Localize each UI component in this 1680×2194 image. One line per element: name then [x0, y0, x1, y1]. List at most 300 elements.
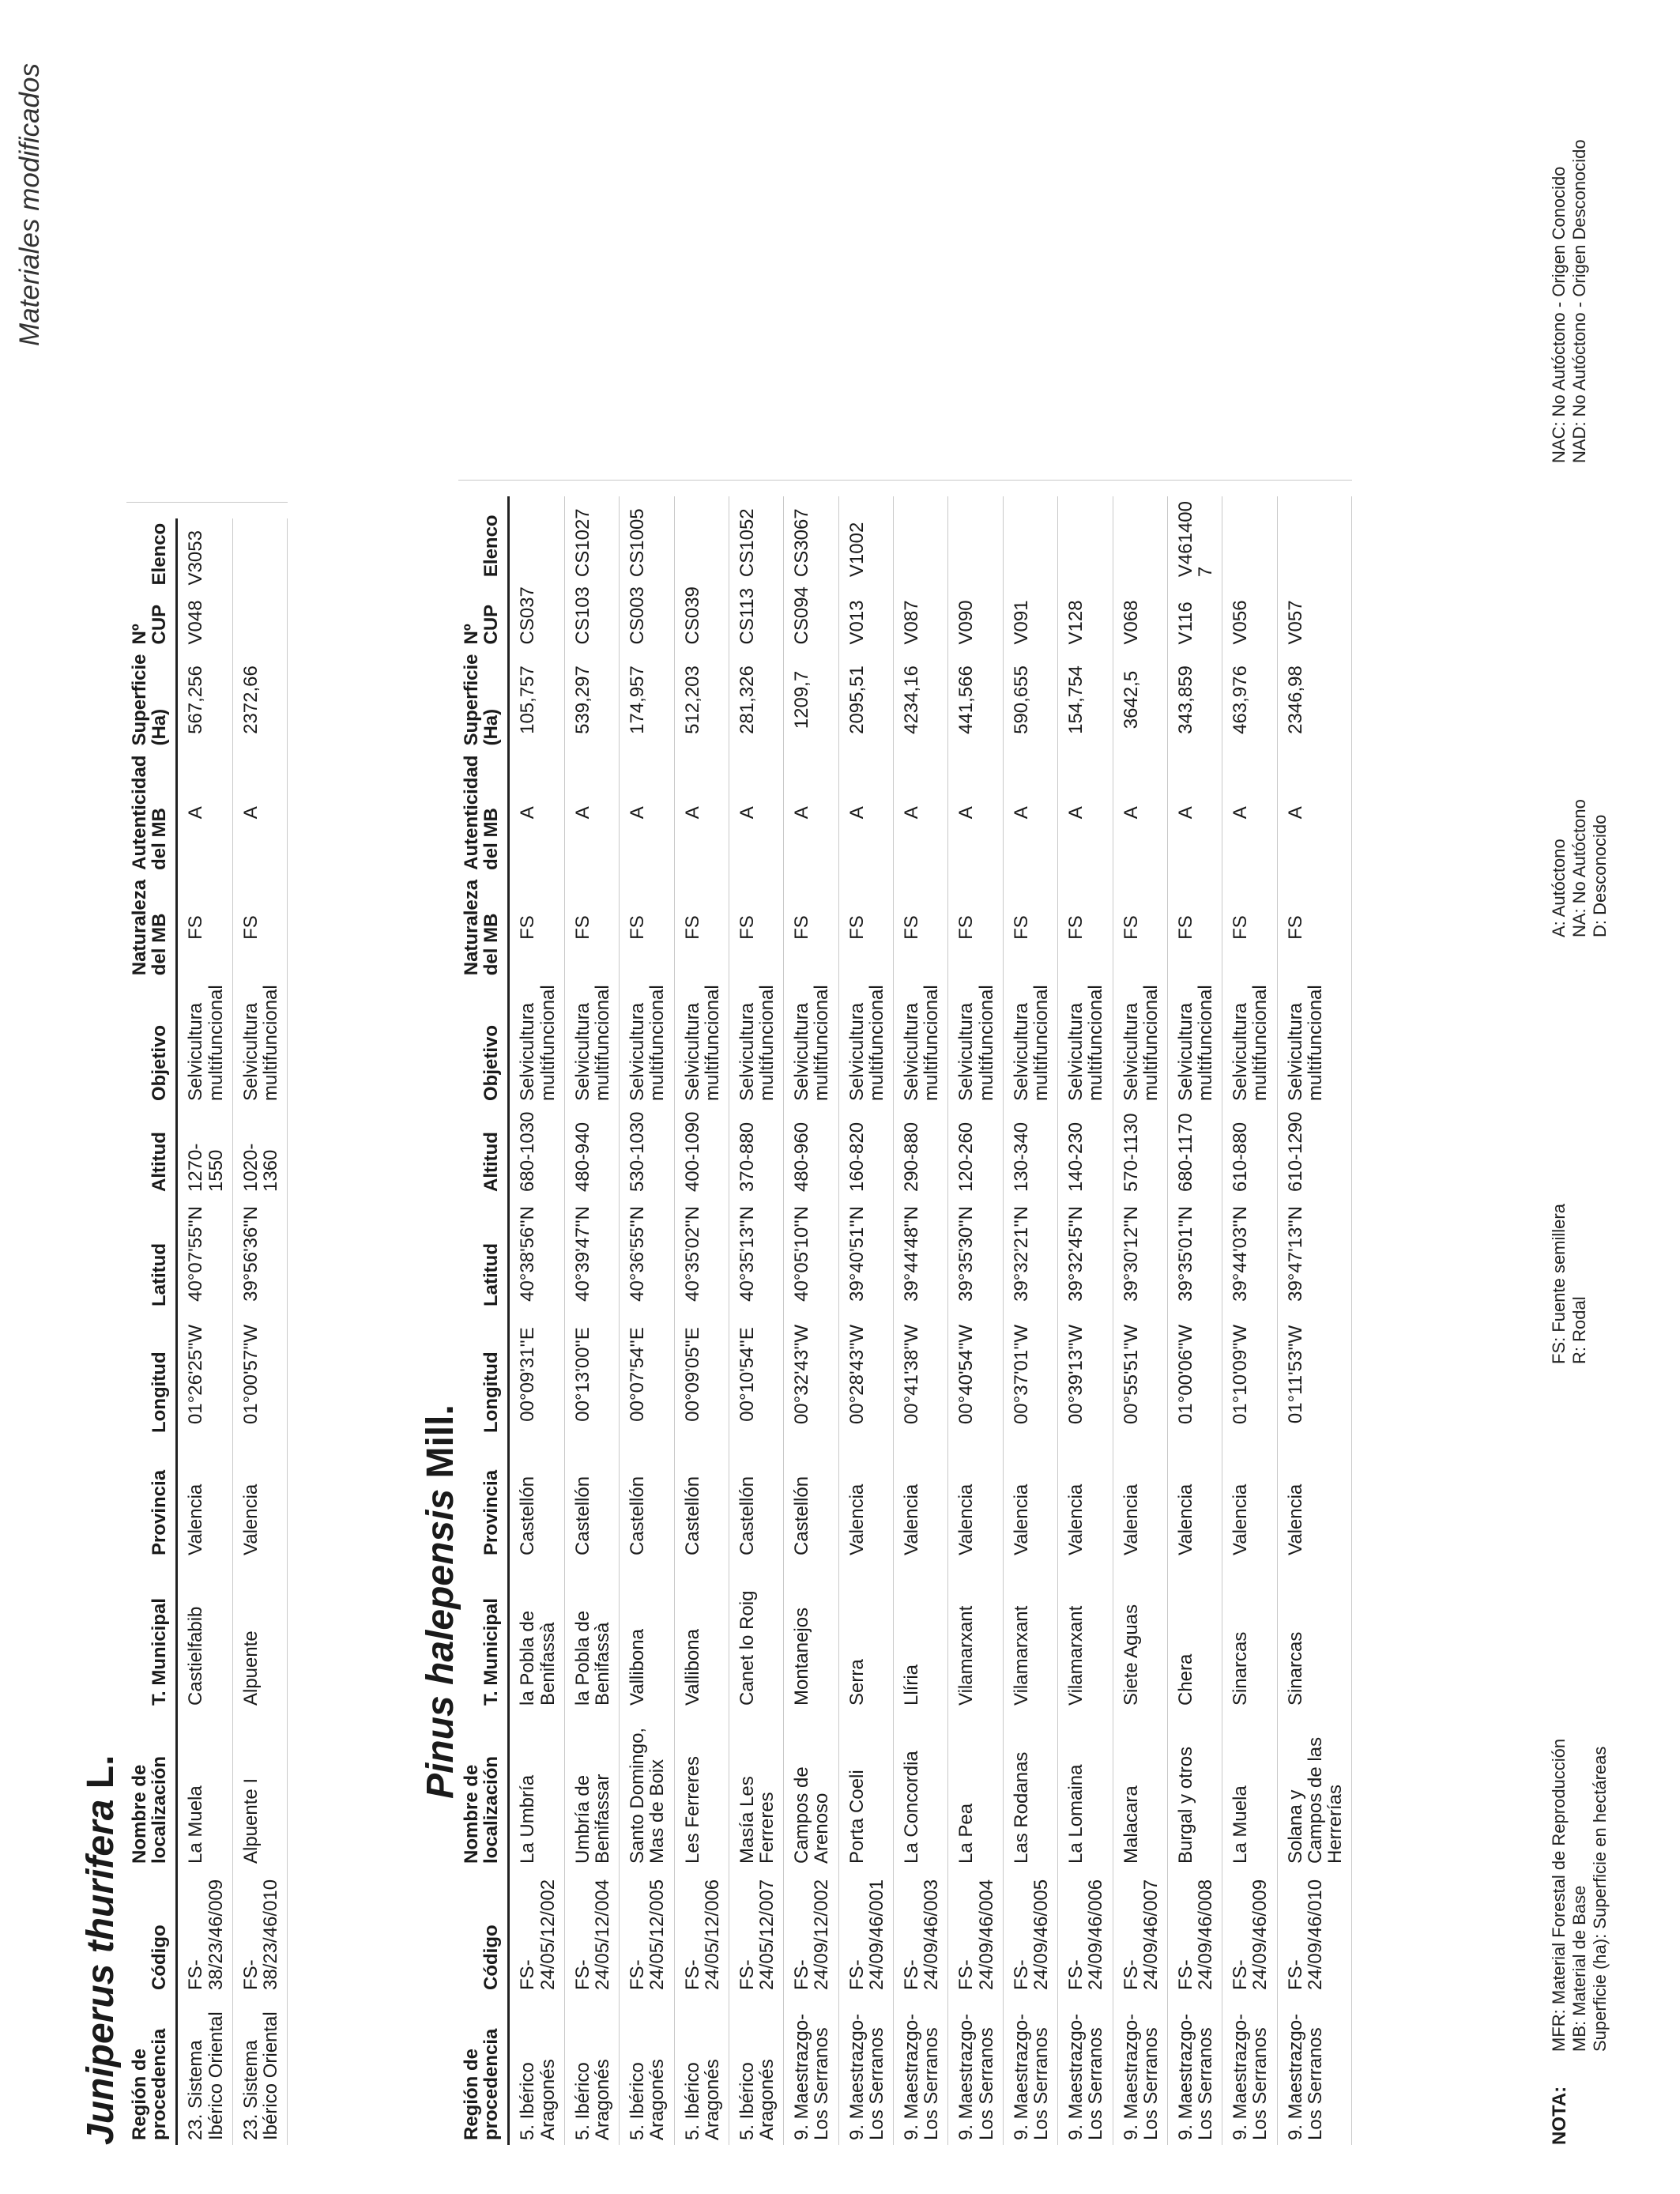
- table-cell: FS: [509, 875, 564, 980]
- table-cell: Castellón: [564, 1438, 619, 1560]
- table-cell: La Muela: [1222, 1710, 1277, 1868]
- table-row: [1222, 496, 1277, 2145]
- table-cell: Selvicultura multifuncional: [838, 980, 893, 1106]
- table-cell: [674, 496, 729, 582]
- note-line: A: Autóctono: [1549, 839, 1569, 937]
- table-cell: 40°39'47''N: [564, 1197, 619, 1311]
- table-cell: Valencia: [894, 1438, 948, 1560]
- table-cell: CS039: [674, 582, 729, 649]
- species-genus: Pinus: [420, 1695, 461, 1799]
- note-line: MFR: Material Forestal de Reproducción: [1549, 1738, 1569, 2052]
- table-cell: Selvicultura multifuncional: [784, 980, 838, 1106]
- table-cell: 39°32'45''N: [1058, 1197, 1113, 1311]
- table-cell: CS1052: [729, 496, 783, 582]
- table-cell: FS-24/09/46/007: [1113, 1868, 1167, 1995]
- table-cell: 370-880: [729, 1106, 783, 1197]
- table-cell: Selvicultura multifuncional: [1113, 980, 1167, 1106]
- table-cell: 00°10'54''E: [729, 1311, 783, 1438]
- species-author: L.: [80, 1755, 122, 1789]
- column-header: Nombre de localización: [126, 1710, 177, 1868]
- table-cell: 130-340: [1003, 1106, 1057, 1197]
- column-header: Elenco: [458, 496, 509, 582]
- table-cell: FS: [1058, 875, 1113, 980]
- table-row: [564, 496, 619, 2145]
- table-row: [674, 496, 729, 2145]
- table-row: [894, 496, 948, 2145]
- table-cell: FS: [564, 875, 619, 980]
- table-cell: [1113, 496, 1167, 582]
- table-cell: 480-940: [564, 1106, 619, 1197]
- table-cell: Valencia: [948, 1438, 1003, 1560]
- table-cell: Castellón: [509, 1438, 564, 1560]
- table-cell: 4234,16: [894, 649, 948, 750]
- species-genus: Juniperus: [80, 1963, 122, 2145]
- table-cell: V087: [894, 582, 948, 649]
- table-cell: FS: [729, 875, 783, 980]
- table-cell: CS037: [509, 582, 564, 649]
- table-cell: CS113: [729, 582, 783, 649]
- table-cell: Selvicultura multifuncional: [232, 980, 287, 1106]
- table-cell: FS: [838, 875, 893, 980]
- column-header: Región de procedencia: [458, 1995, 509, 2145]
- table-end-rule: [126, 502, 288, 503]
- table-cell: CS103: [564, 582, 619, 649]
- column-header: Altitud: [126, 1106, 177, 1197]
- table-cell: 1020-1360: [232, 1106, 287, 1197]
- table-cell: [894, 496, 948, 582]
- table-cell: FS-24/09/46/005: [1003, 1868, 1057, 1995]
- table-cell: FS: [948, 875, 1003, 980]
- table-row: [1113, 496, 1167, 2145]
- table-cell: Selvicultura multifuncional: [1003, 980, 1057, 1106]
- table-cell: 2346,98: [1277, 649, 1352, 750]
- table-cell: A: [784, 751, 838, 875]
- table-cell: La Pea: [948, 1710, 1003, 1868]
- table-cell: 9. Maestrazgo-Los Serranos: [948, 1995, 1003, 2145]
- table-cell: V068: [1113, 582, 1167, 649]
- table-cell: 5. Ibérico Aragonés: [674, 1995, 729, 2145]
- note-line: D: Desconocido: [1589, 814, 1610, 937]
- table-cell: V056: [1222, 582, 1277, 649]
- table-cell: FS: [1113, 875, 1167, 980]
- table-cell: 610-880: [1222, 1106, 1277, 1197]
- table-cell: 590,655: [1003, 649, 1057, 750]
- table-cell: [1222, 496, 1277, 582]
- table-cell: FS-38/23/46/009: [177, 1868, 232, 1995]
- table-cell: CS1005: [620, 496, 674, 582]
- table-cell: A: [729, 751, 783, 875]
- table-cell: FS: [177, 875, 232, 980]
- column-header: Naturaleza del MB: [126, 875, 177, 980]
- table-row: [1167, 496, 1222, 2145]
- table-cell: 3642,5: [1113, 649, 1167, 750]
- table-cell: [509, 496, 564, 582]
- note-line: NAD: No Autóctono - Origen Desconocido: [1569, 139, 1589, 463]
- table-cell: Valencia: [177, 1438, 232, 1560]
- table-cell: 290-880: [894, 1106, 948, 1197]
- table-cell: 40°38'56''N: [509, 1197, 564, 1311]
- table-cell: FS-24/09/46/008: [1167, 1868, 1222, 1995]
- column-header: Nº CUP: [126, 590, 177, 649]
- species-epithet: halepensis: [420, 1488, 461, 1685]
- table-cell: V128: [1058, 582, 1113, 649]
- table-cell: A: [620, 751, 674, 875]
- table-cell: [1277, 496, 1352, 582]
- species-epithet: thurifera: [80, 1799, 122, 1954]
- table-cell: Umbría de Benifassar: [564, 1710, 619, 1868]
- table-cell: CS3067: [784, 496, 838, 582]
- table-cell: 441,566: [948, 649, 1003, 750]
- table-cell: 9. Maestrazgo-Los Serranos: [1058, 1995, 1113, 2145]
- table-cell: A: [1222, 751, 1277, 875]
- table-cell: 39°35'30''N: [948, 1197, 1003, 1311]
- table-cell: Valencia: [1058, 1438, 1113, 1560]
- table-cell: 39°47'13''N: [1277, 1197, 1352, 1311]
- table-cell: Sinarcas: [1277, 1560, 1352, 1710]
- column-header: T. Municipal: [126, 1560, 177, 1710]
- note-col-2: [1549, 1204, 1590, 1364]
- table-cell: 39°44'03''N: [1222, 1197, 1277, 1311]
- table-cell: V057: [1277, 582, 1352, 649]
- table-cell: Vallibona: [674, 1560, 729, 1710]
- table-cell: Siete Aguas: [1113, 1560, 1167, 1710]
- table-cell: FS-24/09/46/001: [838, 1868, 893, 1995]
- table-cell: 9. Maestrazgo-Los Serranos: [784, 1995, 838, 2145]
- table-cell: 140-230: [1058, 1106, 1113, 1197]
- table-cell: [232, 590, 287, 649]
- table-cell: Santo Domingo, Mas de Boix: [620, 1710, 674, 1868]
- table-cell: 5. Ibérico Aragonés: [509, 1995, 564, 2145]
- table-cell: 400-1090: [674, 1106, 729, 1197]
- table-header-row: [458, 496, 509, 2145]
- table-cell: Llíria: [894, 1560, 948, 1710]
- table-cell: La Umbría: [509, 1710, 564, 1868]
- table-cell: 567,256: [177, 649, 232, 750]
- table-cell: [1003, 496, 1057, 582]
- table-cell: Vallibona: [620, 1560, 674, 1710]
- note-line: Superficie (ha): Superficie en hectáreas: [1589, 1746, 1610, 2052]
- table-cell: Les Ferreres: [674, 1710, 729, 1868]
- table-cell: A: [1277, 751, 1352, 875]
- table-cell: 01°26'25''W: [177, 1311, 232, 1438]
- table-cell: 2095,51: [838, 649, 893, 750]
- table-cell: Valencia: [1222, 1438, 1277, 1560]
- column-header: Longitud: [126, 1311, 177, 1438]
- column-header: Naturaleza del MB: [458, 875, 509, 980]
- pinus-table: [458, 496, 1352, 2145]
- table-cell: 39°32'21''N: [1003, 1197, 1057, 1311]
- table-cell: La Concordia: [894, 1710, 948, 1868]
- table-cell: Malacara: [1113, 1710, 1167, 1868]
- table-cell: 39°56'36''N: [232, 1197, 287, 1311]
- table-cell: 281,326: [729, 649, 783, 750]
- table-cell: 343,859: [1167, 649, 1222, 750]
- table-cell: 00°37'01''W: [1003, 1311, 1057, 1438]
- table-cell: Selvicultura multifuncional: [1058, 980, 1113, 1106]
- table-header-row: [126, 518, 177, 2145]
- table-cell: FS-24/05/12/002: [509, 1868, 564, 1995]
- table-cell: FS: [1167, 875, 1222, 980]
- table-cell: A: [1003, 751, 1057, 875]
- table-cell: 39°40'51''N: [838, 1197, 893, 1311]
- table-cell: 9. Maestrazgo-Los Serranos: [894, 1995, 948, 2145]
- column-header: Código: [458, 1868, 509, 1995]
- table-cell: A: [232, 751, 287, 875]
- table-cell: [948, 496, 1003, 582]
- table-cell: Las Rodanas: [1003, 1710, 1057, 1868]
- table-cell: La Lomaina: [1058, 1710, 1113, 1868]
- column-header: Latitud: [126, 1197, 177, 1311]
- note-line: R: Rodal: [1569, 1296, 1589, 1364]
- table-cell: 00°28'43''W: [838, 1311, 893, 1438]
- table-cell: FS-24/05/12/004: [564, 1868, 619, 1995]
- table-cell: Selvicultura multifuncional: [948, 980, 1003, 1106]
- table-cell: A: [177, 751, 232, 875]
- table-cell: Selvicultura multifuncional: [1222, 980, 1277, 1106]
- column-header: Provincia: [126, 1438, 177, 1560]
- table-cell: 40°35'02''N: [674, 1197, 729, 1311]
- table-cell: A: [564, 751, 619, 875]
- table-cell: A: [1167, 751, 1222, 875]
- table-cell: 40°07'55''N: [177, 1197, 232, 1311]
- table-cell: A: [674, 751, 729, 875]
- table-row: [177, 518, 232, 2145]
- table-cell: la Pobla de Benifassà: [509, 1560, 564, 1710]
- table-cell: FS-24/05/12/007: [729, 1868, 783, 1995]
- table-cell: Canet lo Roig: [729, 1560, 783, 1710]
- table-cell: 154,754: [1058, 649, 1113, 750]
- table-cell: 9. Maestrazgo-Los Serranos: [1222, 1995, 1277, 2145]
- table-cell: CS003: [620, 582, 674, 649]
- note-col-1: [1549, 1739, 1610, 2052]
- table-cell: Selvicultura multifuncional: [509, 980, 564, 1106]
- table-cell: FS: [1277, 875, 1352, 980]
- table-cell: Castellón: [729, 1438, 783, 1560]
- table-cell: 00°09'31''E: [509, 1311, 564, 1438]
- table-cell: Selvicultura multifuncional: [894, 980, 948, 1106]
- table-cell: Castellón: [674, 1438, 729, 1560]
- table-cell: A: [838, 751, 893, 875]
- table-cell: Masía Les Ferreres: [729, 1710, 783, 1868]
- table-cell: 00°55'51''W: [1113, 1311, 1167, 1438]
- table-cell: V090: [948, 582, 1003, 649]
- table-cell: 463,976: [1222, 649, 1277, 750]
- table-cell: Vilamarxant: [948, 1560, 1003, 1710]
- table-cell: Castielfabib: [177, 1560, 232, 1710]
- table-cell: Castellón: [620, 1438, 674, 1560]
- table-cell: 23. Sistema Ibérico Oriental: [177, 1995, 232, 2145]
- species-title-pinus: [419, 1404, 462, 1799]
- note-line: FS: Fuente semillera: [1549, 1204, 1569, 1364]
- table-cell: [1058, 496, 1113, 582]
- table-cell: 9. Maestrazgo-Los Serranos: [1277, 1995, 1352, 2145]
- table-cell: FS: [620, 875, 674, 980]
- column-header: Superficie (Ha): [458, 649, 509, 750]
- table-cell: 539,297: [564, 649, 619, 750]
- table-cell: A: [948, 751, 1003, 875]
- table-cell: 00°07'54''E: [620, 1311, 674, 1438]
- table-cell: 680-1030: [509, 1106, 564, 1197]
- table-cell: Sinarcas: [1222, 1560, 1277, 1710]
- column-header: Elenco: [126, 518, 177, 590]
- table-cell: 39°35'01''N: [1167, 1197, 1222, 1311]
- note-line: NA: No Autóctono: [1569, 799, 1589, 937]
- table-row: [232, 518, 287, 2145]
- table-cell: 5. Ibérico Aragonés: [620, 1995, 674, 2145]
- table-cell: FS-24/09/46/006: [1058, 1868, 1113, 1995]
- table-cell: 40°35'13''N: [729, 1197, 783, 1311]
- table-cell: FS: [674, 875, 729, 980]
- table-cell: 105,757: [509, 649, 564, 750]
- table-cell: 9. Maestrazgo-Los Serranos: [1003, 1995, 1057, 2145]
- table-cell: Valencia: [1113, 1438, 1167, 1560]
- table-cell: Campos de Arenoso: [784, 1710, 838, 1868]
- table-cell: FS-24/09/46/004: [948, 1868, 1003, 1995]
- note-col-4: [1549, 139, 1590, 463]
- table-cell: V1002: [838, 496, 893, 582]
- table-cell: Solana y Campos de las Herrerías: [1277, 1710, 1352, 1868]
- table-cell: 530-1030: [620, 1106, 674, 1197]
- table-cell: 174,957: [620, 649, 674, 750]
- table-row: [1058, 496, 1113, 2145]
- table-cell: Montanejos: [784, 1560, 838, 1710]
- table-cell: La Muela: [177, 1710, 232, 1868]
- table-cell: Alpuente I: [232, 1710, 287, 1868]
- table-cell: Chera: [1167, 1560, 1222, 1710]
- table-cell: Selvicultura multifuncional: [1167, 980, 1222, 1106]
- table-row: [509, 496, 564, 2145]
- table-cell: FS: [1222, 875, 1277, 980]
- table-cell: Selvicultura multifuncional: [564, 980, 619, 1106]
- column-header: Objetivo: [458, 980, 509, 1106]
- table-cell: 5. Ibérico Aragonés: [729, 1995, 783, 2145]
- table-cell: Selvicultura multifuncional: [674, 980, 729, 1106]
- table-row: [948, 496, 1003, 2145]
- table-cell: Valencia: [1167, 1438, 1222, 1560]
- table-cell: Valencia: [1003, 1438, 1057, 1560]
- table-cell: 00°32'43''W: [784, 1311, 838, 1438]
- table-cell: Vilamarxant: [1058, 1560, 1113, 1710]
- table-cell: Selvicultura multifuncional: [1277, 980, 1352, 1106]
- species-author: Mill.: [420, 1404, 461, 1479]
- table-cell: 01°10'09''W: [1222, 1311, 1277, 1438]
- table-cell: 01°11'53''W: [1277, 1311, 1352, 1438]
- table-cell: Alpuente: [232, 1560, 287, 1710]
- note-col-3: [1549, 799, 1610, 937]
- table-cell: FS-24/05/12/006: [674, 1868, 729, 1995]
- table-cell: FS-38/23/46/010: [232, 1868, 287, 1995]
- column-header: Autenticidad del MB: [126, 751, 177, 875]
- table-cell: 39°30'12''N: [1113, 1197, 1167, 1311]
- table-cell: Serra: [838, 1560, 893, 1710]
- table-cell: 9. Maestrazgo-Los Serranos: [1167, 1995, 1222, 2145]
- table-cell: 1270-1550: [177, 1106, 232, 1197]
- table-cell: 00°39'13''W: [1058, 1311, 1113, 1438]
- table-cell: [232, 518, 287, 590]
- table-cell: FS: [232, 875, 287, 980]
- table-cell: V461400 7: [1167, 496, 1222, 582]
- table-cell: FS-24/05/12/005: [620, 1868, 674, 1995]
- table-cell: Castellón: [784, 1438, 838, 1560]
- table-cell: Valencia: [232, 1438, 287, 1560]
- column-header: Región de procedencia: [126, 1995, 177, 2145]
- table-cell: 40°05'10''N: [784, 1197, 838, 1311]
- table-cell: 23. Sistema Ibérico Oriental: [232, 1995, 287, 2145]
- table-row: [838, 496, 893, 2145]
- table-cell: 120-260: [948, 1106, 1003, 1197]
- table-cell: 512,203: [674, 649, 729, 750]
- table-cell: 610-1290: [1277, 1106, 1352, 1197]
- column-header: Longitud: [458, 1311, 509, 1438]
- table-cell: 39°44'48''N: [894, 1197, 948, 1311]
- table-cell: 00°40'54''W: [948, 1311, 1003, 1438]
- section-header: Materiales modificados: [14, 63, 45, 346]
- table-cell: 01°00'57''W: [232, 1311, 287, 1438]
- table-cell: FS-24/09/46/010: [1277, 1868, 1352, 1995]
- table-cell: FS-24/09/46/009: [1222, 1868, 1277, 1995]
- table-cell: CS094: [784, 582, 838, 649]
- table-cell: 9. Maestrazgo-Los Serranos: [1113, 1995, 1167, 2145]
- table-cell: Vilamarxant: [1003, 1560, 1057, 1710]
- table-cell: Selvicultura multifuncional: [177, 980, 232, 1106]
- table-cell: 1209,7: [784, 649, 838, 750]
- table-cell: CS1027: [564, 496, 619, 582]
- table-cell: V116: [1167, 582, 1222, 649]
- juniperus-table: [126, 518, 288, 2145]
- table-cell: A: [1113, 751, 1167, 875]
- table-row: [729, 496, 783, 2145]
- table-cell: FS: [894, 875, 948, 980]
- note-line: MB: Material de Base: [1569, 1885, 1589, 2052]
- table-cell: 160-820: [838, 1106, 893, 1197]
- table-cell: Selvicultura multifuncional: [620, 980, 674, 1106]
- table-end-rule: [458, 480, 1352, 481]
- table-cell: FS-24/09/12/002: [784, 1868, 838, 1995]
- species-title-juniperus: [79, 1755, 122, 2145]
- table-cell: 5. Ibérico Aragonés: [564, 1995, 619, 2145]
- table-cell: 680-1170: [1167, 1106, 1222, 1197]
- table-cell: FS: [1003, 875, 1057, 980]
- table-cell: 00°13'00''E: [564, 1311, 619, 1438]
- table-cell: 40°36'55''N: [620, 1197, 674, 1311]
- table-cell: V013: [838, 582, 893, 649]
- column-header: Latitud: [458, 1197, 509, 1311]
- table-cell: A: [1058, 751, 1113, 875]
- column-header: Superficie (Ha): [126, 649, 177, 750]
- table-cell: V091: [1003, 582, 1057, 649]
- column-header: Provincia: [458, 1438, 509, 1560]
- note-line: NAC: No Autóctono - Origen Conocido: [1549, 166, 1569, 463]
- column-header: Código: [126, 1868, 177, 1995]
- table-row: [1277, 496, 1352, 2145]
- table-cell: 00°41'38''W: [894, 1311, 948, 1438]
- table-cell: 2372,66: [232, 649, 287, 750]
- column-header: T. Municipal: [458, 1560, 509, 1710]
- table-row: [1003, 496, 1057, 2145]
- table-cell: 480-960: [784, 1106, 838, 1197]
- column-header: Autenticidad del MB: [458, 751, 509, 875]
- table-cell: 9. Maestrazgo-Los Serranos: [838, 1995, 893, 2145]
- table-cell: 00°09'05''E: [674, 1311, 729, 1438]
- table-cell: Porta Coeli: [838, 1710, 893, 1868]
- column-header: Nombre de localización: [458, 1710, 509, 1868]
- table-cell: V048: [177, 590, 232, 649]
- table-cell: A: [894, 751, 948, 875]
- table-cell: 01°00'06''W: [1167, 1311, 1222, 1438]
- table-row: [620, 496, 674, 2145]
- table-row: [784, 496, 838, 2145]
- column-header: Altitud: [458, 1106, 509, 1197]
